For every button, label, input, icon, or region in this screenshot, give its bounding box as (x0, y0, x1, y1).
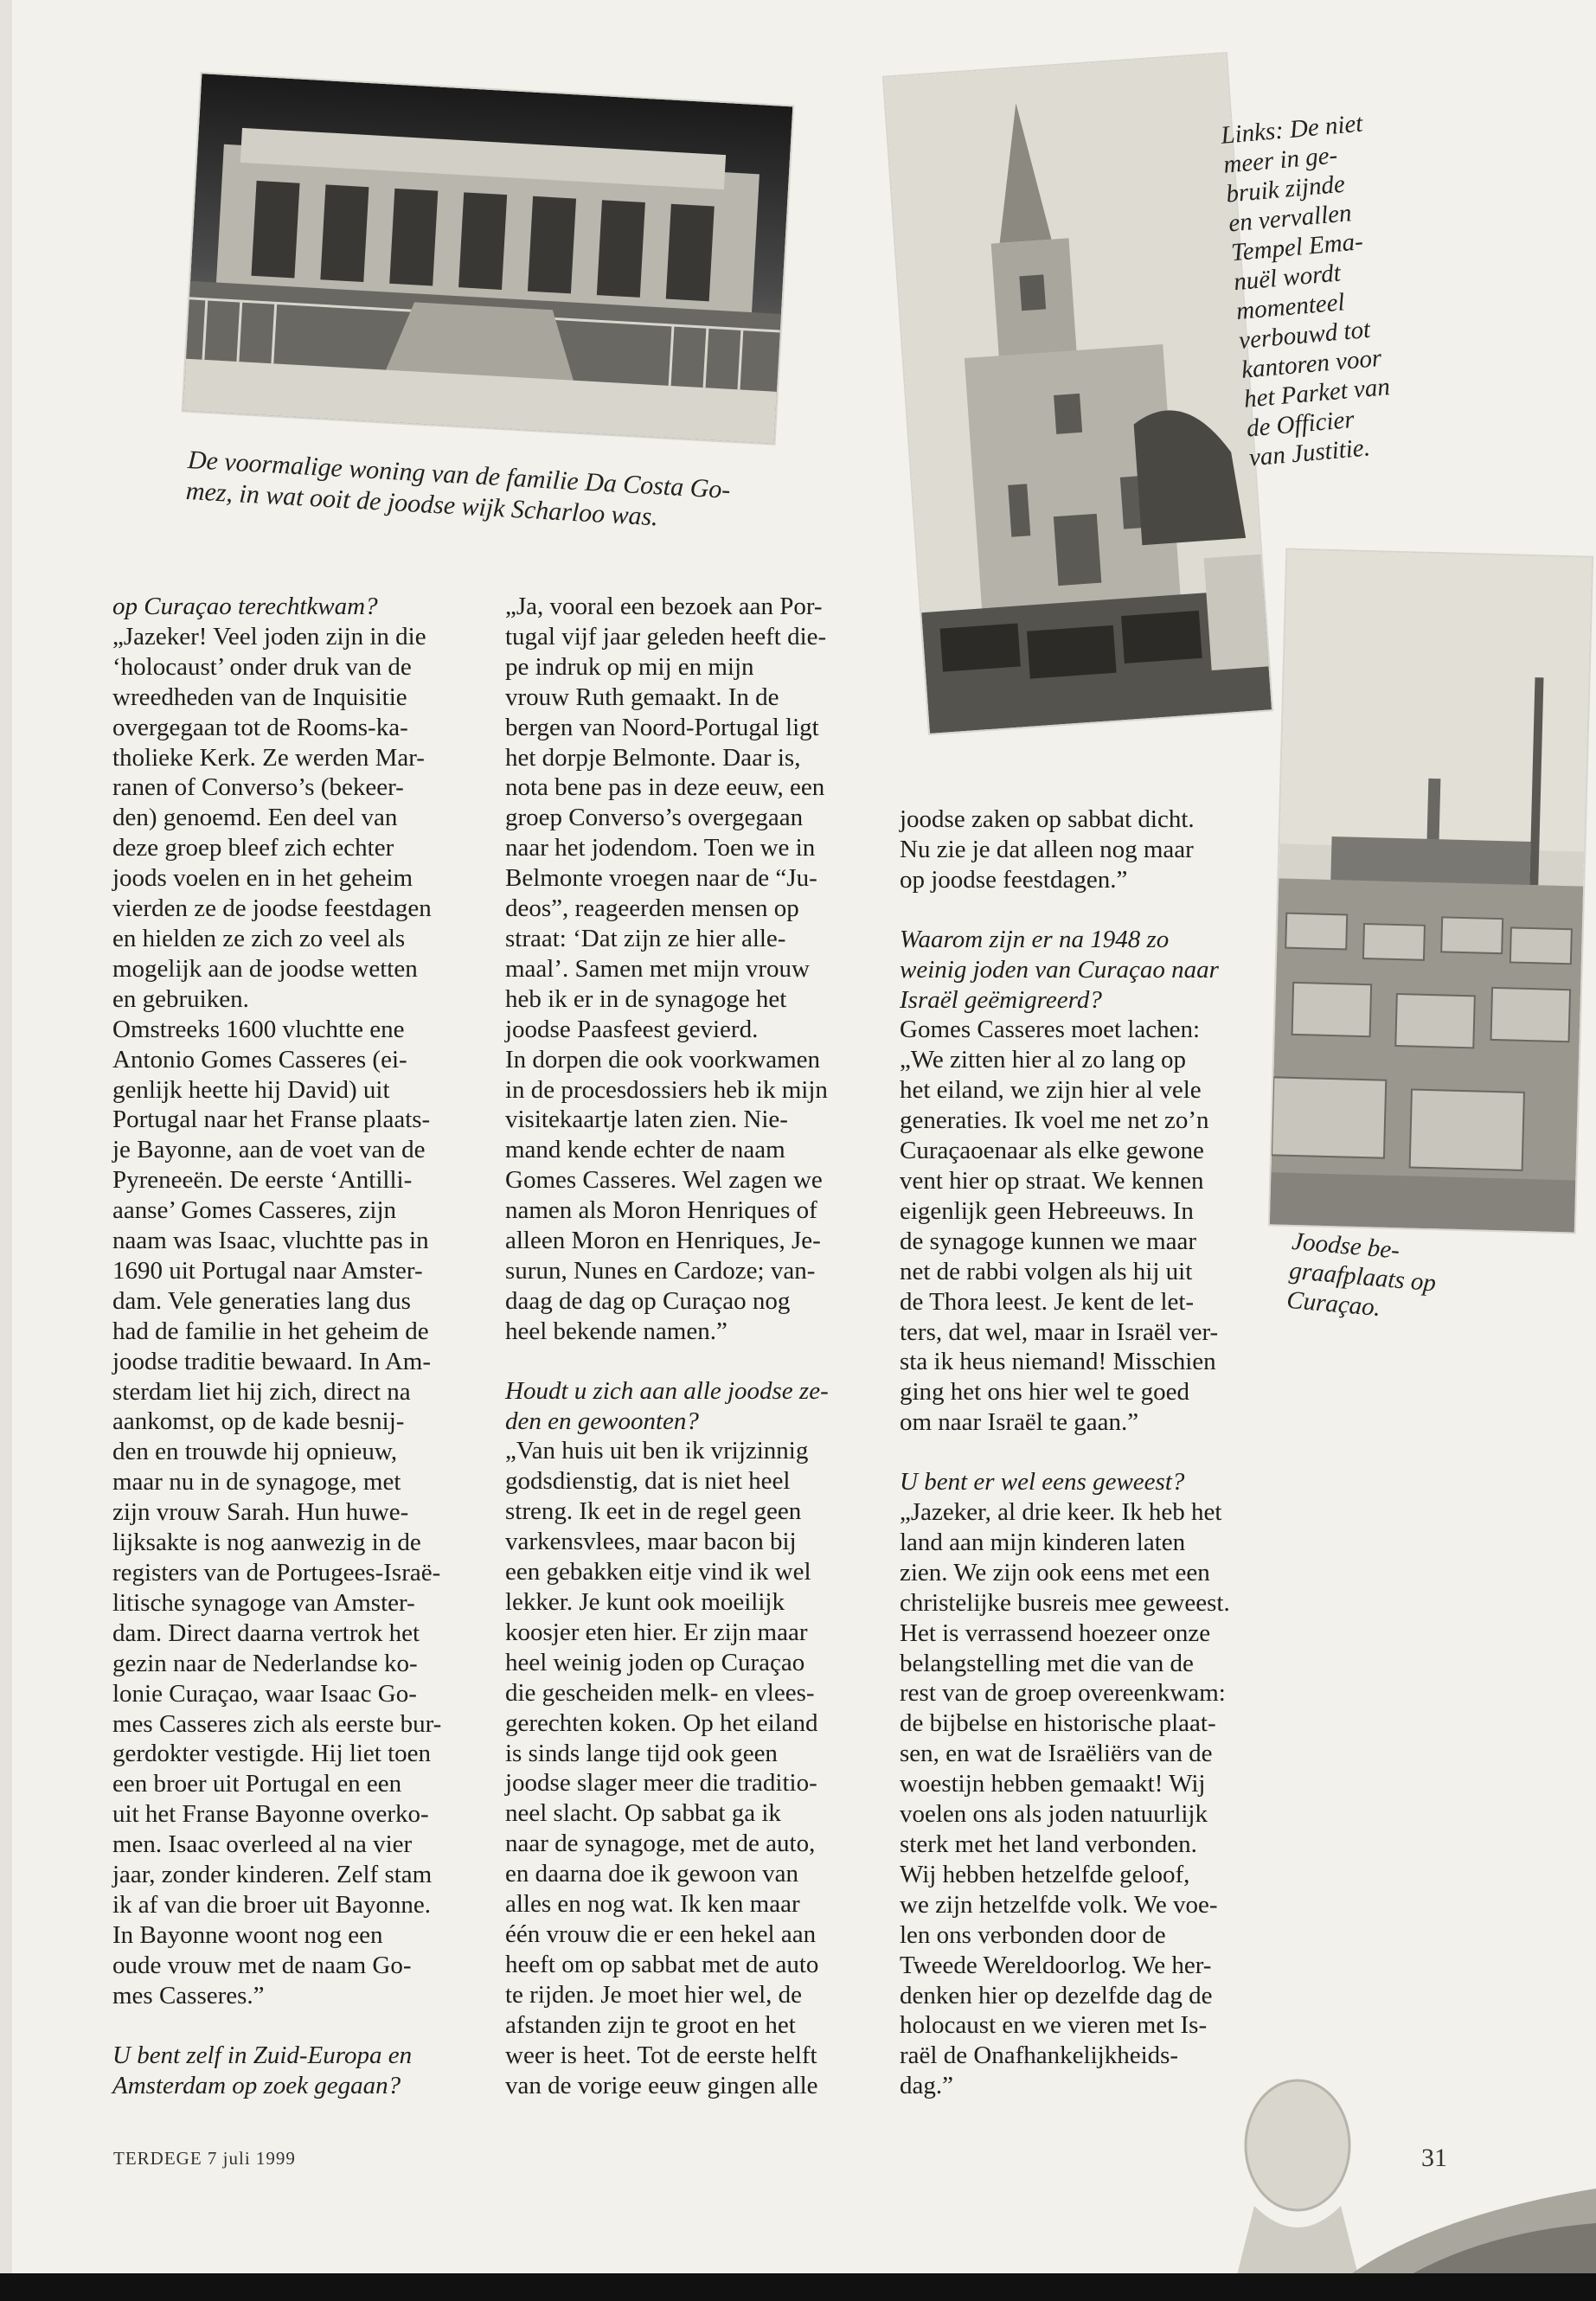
paragraph: Gomes Casseres moet lachen: „We zitten hier al zo lang op het eiland, we zijn hier al vele generaties. Ik voel me net zo’n Curaçaoenaar als elke gewone vent hier op straat. We kennen eigenlijk geen Hebreeuws. In de synagoge kunnen we maar net de rabbi volgen als hij uit de Thora leest. Je kent de let- ters, dat wel, maar in Israël ver- sta ik heus niemand! Misschien ging het ons hier wel te goed om naar Israël te gaan.” (900, 1016, 1219, 1437)
text-column-2 (505, 592, 877, 2100)
paragraph: „Van huis uit ben ik vrijzinnig godsdienstig, dat is niet heel streng. Ik eet in de regel geen varkensvlees, maar bacon bij een gebakken eitje vind ik wel lekker. Je kunt ook moeilijk koosjer eten hier. Er zijn maar heel weinig joden op Curaçao die gescheiden melk- en vlees- gerechten koken. Op het eiland is sinds lange tijd ook geen joodse slager meer die traditio- neel slacht. Op sabbat ga ik naar de synagoge, met de auto, en daarna doe ik gewoon van alles en nog wat. Ik ken maar één vrouw die er een hekel aan heeft om op sabbat met de auto te rijden. Je moet hier wel, de afstanden zijn te groot en het weer is heet. Tot de eerste helft van de vorige eeuw gingen alle (505, 1437, 819, 2099)
question: U bent zelf in Zuid-Europa en Amsterdam op zoek gegaan? (112, 2041, 413, 2099)
house-photo-caption: De voormalige woning van de familie Da Costa Go- mez, in wat ooit de joodse wijk Scharloo was. (185, 445, 732, 532)
temple-photo-caption: Links: De niet meer in ge- bruik zijnde en vervallen Tempel Ema- nuël wordt momenteel verbouwd tot kantoren voor het Parket van de Officier van Justitie. (1220, 109, 1392, 472)
question: U bent er wel eens geweest? (900, 1468, 1185, 1497)
cemetery-photo (1270, 550, 1592, 1233)
paragraph: joodse zaken op sabbat dicht. Nu zie je dat alleen nog maar op joodse feestdagen.” (900, 805, 1195, 894)
text-column-1 (112, 592, 510, 2100)
temple-photo (884, 54, 1272, 734)
question: op Curaçao terechtkwam? (112, 593, 378, 620)
question: Houdt u zich aan alle joodse ze- den en gewoonten? (505, 1376, 829, 1435)
ornament-image (1125, 2059, 1596, 2275)
publication-footer: TERDEGE 7 juli 1999 (113, 2148, 296, 2169)
paragraph: „Ja, vooral een bezoek aan Por- tugal vijf jaar geleden heeft die- pe indruk op mij en mijn vrouw Ruth gemaakt. In de bergen van Noord-Portugal ligt het dorpje Belmonte. Daar is, nota bene pas in deze eeuw, een groep Converso’s overgegaan naar het jodendom. Toen we in Belmonte vroegen naar de “Ju- deos”, reageerden mensen op straat: ‘Dat zijn ze hier alle- maal’. Samen met mijn vrouw heb ik er in de synagoge het joodse Paasfeest gevierd. In dorpen die ook voorkwamen in de procesdossiers heb ik mijn visitekaartje laten zien. Nie- mand kende echter de naam Gomes Casseres. Wel zagen we namen als Moron Henriques of alleen Moron en Henriques, Je- surun, Nunes en Cardoze; van- daag de dag op Curaçao nog heel bekende namen.” (505, 593, 828, 1345)
paragraph: „Jazeker! Veel joden zijn in die ‘holocaust’ onder druk van de wreedheden van de Inquisitie overgegaan tot de Rooms-ka- tholieke Kerk. Ze werden Mar- ranen of Converso’s (bekeer- den) genoemd. Een deel van deze groep bleef zich echter joods voelen en in het geheim vierden ze de joodse feestdagen en hielden ze zich zo veel als mogelijk aan de joodse wetten en gebruiken. Omstreeks 1600 vluchtte ene Antonio Gomes Casseres (ei- genlijk heette hij David) uit Portugal naar het Franse plaats- je Bayonne, aan de voet van de Pyreneeën. De eerste ‘Antilli- aanse’ Gomes Casseres, zijn naam was Isaac, vluchtte pas in 1690 uit Portugal naar Amster- dam. Vele generaties lang dus had de familie in het geheim de joodse traditie bewaard. In Am- sterdam liet hij zich, direct na aankomst, op de kade besnij- den en trouwde hij opnieuw, maar nu in de synagoge, met zijn vrouw Sarah. Hun huwe- lijksakte is nog aanwezig in de registers van de Portugees-Israë- litische synagoge van Amster- dam. Direct daarna vertrok het gezin naar de Nederlandse ko- lonie Curaçao, waar Isaac Go- mes Casseres zich als eerste bur- gerdokter vestigde. Hij liet toen een broer uit Portugal en een uit het Franse Bayonne overko- men. Isaac overleed al na vier jaar, zonder kinderen. Zelf stam ik af van die broer uit Bayonne. In Bayonne woont nog een oude vrouw met de naam Go- mes Casseres.” (112, 622, 442, 2009)
house-photo (183, 74, 793, 444)
question: Waarom zijn er na 1948 zo weinig joden van Curaçao naar Israël geëmigreerd? (900, 925, 1219, 1014)
page-number: 31 (1421, 2144, 1447, 2172)
paragraph: „Jazeker, al drie keer. Ik heb het land aan mijn kinderen laten zien. We zijn ook eens met een christelijke busreis mee geweest. Het is verrassend hoezeer onze belangstelling met die van de rest van de groep overeenkwam: de bijbelse en historische plaat- sen, en wat de Israëliërs van de woestijn hebben gemaakt! Wij voelen ons als joden natuurlijk sterk met het land verbonden. Wij hebben hetzelfde geloof, we zijn hetzelfde volk. We voe- len ons verbonden door de Tweede Wereldoorlog. We her- denken hier op dezelfde dag de holocaust en we vieren met Is- raël de Onafhankelijkheids- dag.” (900, 1498, 1230, 2100)
page-edge (0, 2273, 1596, 2301)
cemetery-photo-caption: Joodse be- graafplaats op Curaçao. (1285, 1227, 1438, 1323)
page-edge (0, 0, 12, 2301)
text-column-3 (900, 804, 1280, 2101)
